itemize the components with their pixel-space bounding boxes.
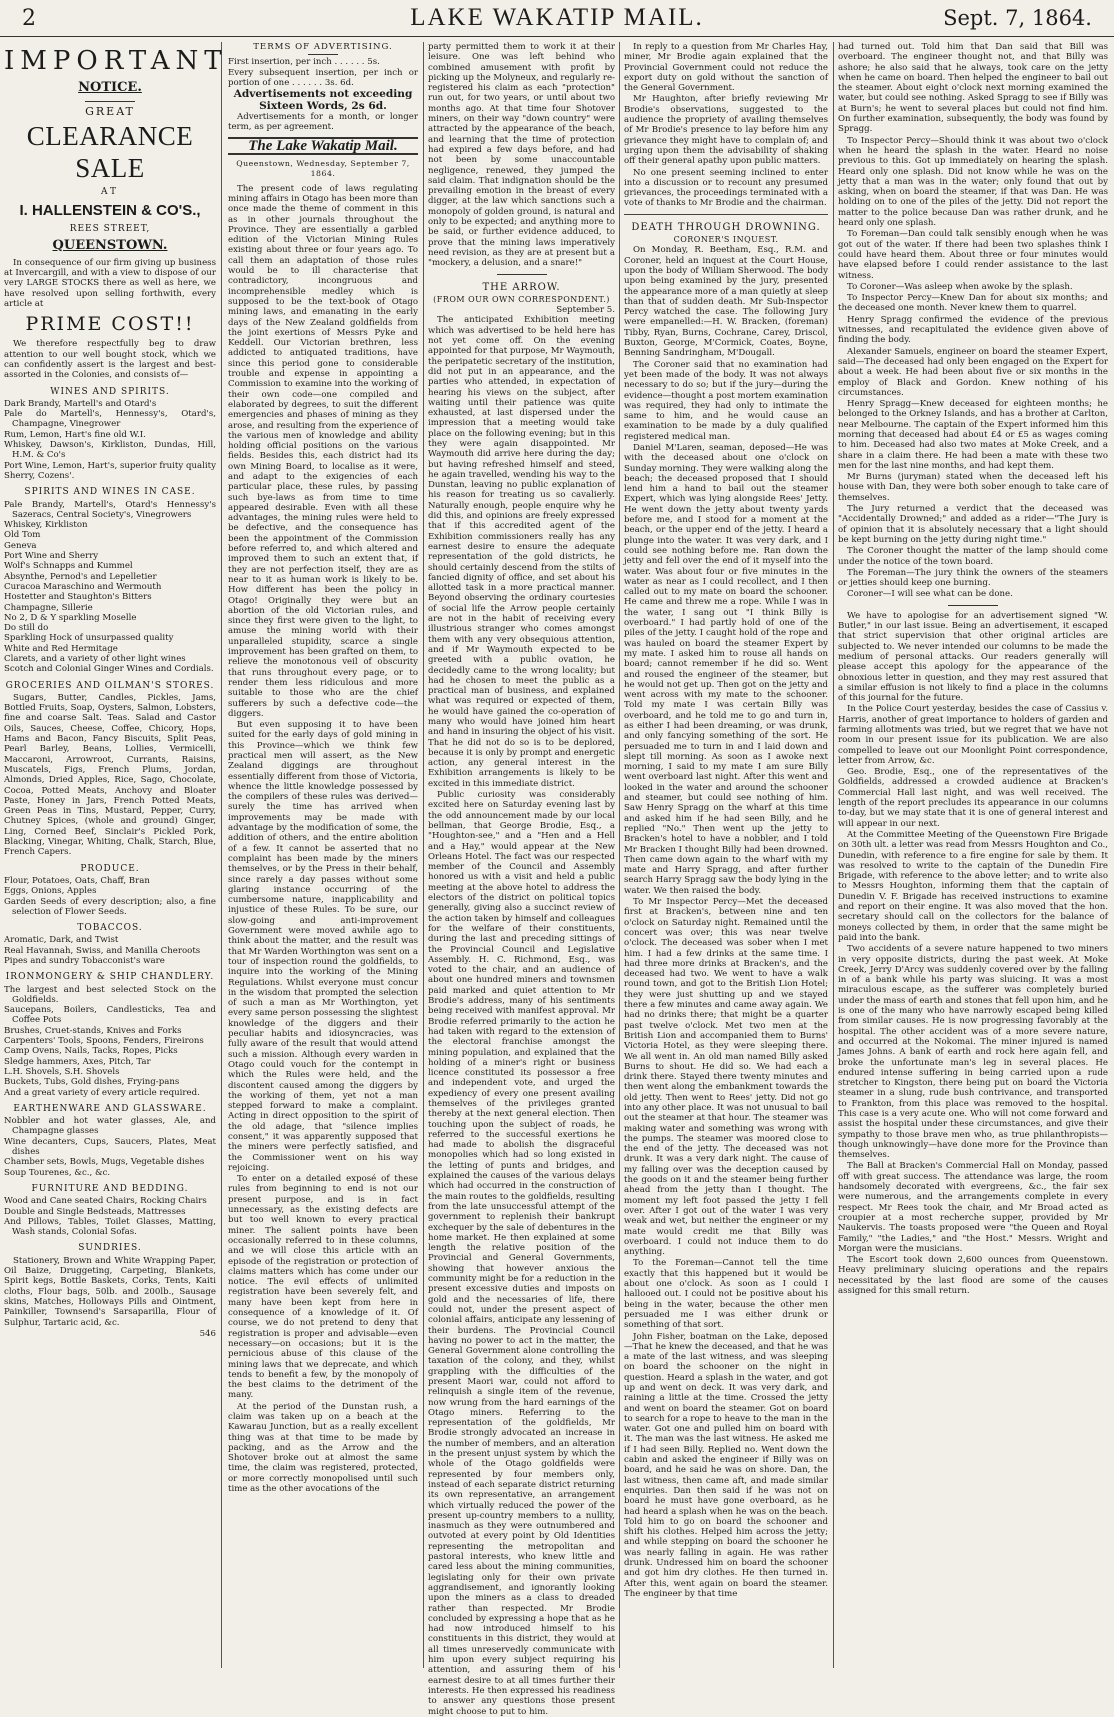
story-paragraph: Mr Burns (juryman) stated when the deceased left his house with Dan, they were both sober enough to take care of themselves. <box>838 472 1108 503</box>
list-item: Scotch and Colonial Ginger Wines and Cordials. <box>4 664 214 675</box>
divider <box>948 605 998 606</box>
ad-prime-cost: PRIME COST!! <box>25 313 195 336</box>
newspaper-title: LAKE WAKATIP MAIL. <box>410 4 704 31</box>
issue-date: Sept. 7, 1864. <box>943 6 1092 30</box>
list-item: Double and Single Bedsteads, Mattresses <box>4 1206 186 1217</box>
editorial-paragraph: At the period of the Dunstan rush, a claim was taken up on a beach at the Kawarau Junction, but as a really excellent thing was at that time to be made by packing, and as the Arrow and the Shotover broke out at almost the same time, the claim was registered, protected, or more correctly monopolised until such time as the other avocations of the <box>228 1401 418 1495</box>
story-paragraph: To Mr Inspector Percy—Met the deceased first at Bracken's, between nine and ten o'clock on Saturday night. Remained until the concert was over; this was near twelve o'clock. The deceased was sober when I met him. I had a few drinks at the same time. I had three more drinks at Bracken's, and the deceased had two. We went to have a walk round town, and got to the British Lion Hotel; they were just shutting up and we stayed there a few minutes and came away again. We had no drinks there; that might be a quarter past twelve o'clock. Met two men at the British Lion and accompanied them to Burns' Victoria Hotel, as they were sleeping there. We all went in. An old man named Billy asked Burns to shout. He did so. We had each a drink there. Stayed there twenty minutes and then went along the embankment towards the old jetty. Then went to Rees' jetty. Did not go into any other place. It was not unusual to bail out the steamer at that hour. The steamer was making water and something was wrong with the pumps. The steamer was moored close to the end of the jetty. The deceased was not drunk. It was a very dark night. The cause of my falling over was the deception caused by the goods on it and the steamer being further ahead from the jetty than I thought. The moment my left foot passed the jetty I fell over. After I got out of the water I was very weak and wet, but neither the engineer or my mate would credit me that Billy was overboard. I could not induce them to do anything. <box>624 897 828 1258</box>
story-paragraph: Daniel M'Laren, seaman, deposed—He was with the deceased about one o'clock on Sunday morning. They were walking along the beach; the deceased proposed that I should lend him a hand to bail out the steamer Expert, which was lying alongside Rees' Jetty. He went down the jetty about twenty yards before me, and I stood for a moment at the beach, or the upper end of the jetty. I heard a plunge into the water. It was very dark, and I could see nothing before me. Ran down the jetty and fell over the end of it myself into the water. Was about four or five minutes in the water as near as I could recollect, and I then called out to my mate on board the schooner. He came and threw me a rope. While I was in the water, I sang out "I think Billy is overboard." I had partly hold of one of the piles of the jetty. I caught hold of the rope and was hauled on board the steamer Expert by my mate. I asked him to rouse all hands on board; cannot remember if he did so. Went and roused the engineer of the steamer, but he would not get up. Then got on the jetty and went across with my mate to the schooner. Told my mate I was certain Billy was overboard, and he told me to go and turn in, as either I had been dreaming, or was drunk, and only fancying something of the sort. He persuaded me to turn in and I laid down and slept till morning. As soon as I awoke next morning, I said to my mate I am sure Billy went overboard last night. After this went and looked in the water and around the schooner and steamer, but could see nothing of him. Saw Henry Spragg on the wharf at this time and asked him if he had seen Billy, and he replied "No." Then went up the jetty to Bracken's hotel to have a nobbler, and I told Mr Bracken I thought Billy had been drowned. Then came down again to the wharf with my mate and Harry Spragg, and after further search Harry Spragg saw the body lying in the water. We then raised the body. <box>624 442 828 896</box>
story-paragraph: On Monday, R. Beetham, Esq., R.M. and Coroner, held an inquest at the Court House, upon the body of William Sherwood. The body upon being examined by the jury, presented the appearance more of a man quietly at sleep than that of sudden death. Mr Sub-Inspector Percy watched the case. The following Jury were empanelled:—H. W. Bracken, (foreman) Tibby, Ryan, Burns, Cochrane, Carey, Driscol, Buxton, George, M'Cormick, Coates, Boyne, Benning Sandringham, M'Dougall. <box>624 245 828 359</box>
list-wines <box>4 399 216 481</box>
list-item: The largest and best selected Stock on the Goldfields. <box>4 984 216 1005</box>
story-paragraph: To Foreman—Dan could talk sensibly enough when he was got out of the water. If there had been two splashes think I could have heard them. About three or four minutes would have elapsed before I could render assistance to the last witness. <box>838 229 1108 281</box>
column-rule <box>619 42 620 1668</box>
masthead <box>0 0 1114 37</box>
news-paragraph: Geo. Brodie, Esq., one of the representatives of the Goldfields, addressed a crowded audience at Bracken's Commercial Hall last night, and was well received. The length of the report precludes its appearance in our columns to-day, but we may state that it is one of general interest and will appear in our next. <box>838 767 1108 829</box>
ad-sale: CLEARANCE SALE <box>26 121 194 184</box>
divider <box>85 101 135 102</box>
list-item: And Pillows, Tables, Toilet Glasses, Matting, Wash stands, Colonial Sofas. <box>4 1216 216 1238</box>
section-produce: PRODUCE. <box>80 863 140 874</box>
editorial-dateline: Queenstown, Wednesday, September 7, 1864. <box>236 159 410 179</box>
column-2-editorial <box>228 42 418 1672</box>
story-paragraph: Public curiosity was considerably excited here on Saturday evening last by the odd announcement made by our local bellman, that George Brodie, Esq., a "Houghton-see," and a "Hen and a Hell and a Hay," would appear at the New Orleans Hotel. The fact was our respected member of the Council and Assembly honored us with a visit and held a public meeting at the above hotel to address the electors of the district on political topics generally, giving also a succinct review of the action taken by himself and colleagues for the welfare of their constituents, during the last and preceding sittings of the Provincial Council and Legislative Assembly. H. C. Richmond, Esq., was voted to the chair, and an audience of about one hundred miners and townsmen paid marked and quiet attention to Mr Brodie's address, many of his sentiments being received with manifest approval. Mr Brodie referred primarily to the action he had taken with regard to the extension of the electoral franchise amongst the mining population, and explained that the holding of a miner's right or business licence constituted its possessor a free and independent vote, and urged the expediency of every one present availing themselves of the privileges granted thereby at the next general election. Then touching upon the subject of roads, he referred to the successful exertions he had made to abolish the disgraceful monopolies which had so long existed in the letting of punts and bridges, and explained the causes of the various delays which had occurred in the construction of the main routes to the goldfields, resulting from the late unsuccessful attempt of the government to replenish their bankrupt exchequer by the sale of debentures in the home market. He then explained at some length the relative position of the Provincial and General Governments, showing that however anxious the community might be for a reduction in the present excessive duties and imposts on gold and the necessaries of life, there could not, under the present aspect of colonial affairs, anticipate any lessening of their burdens. The Provincial Council having no power to act in the matter, the General Government alone controlling the taxation of the colony, and they, whilst grappling with the difficulties of the present Maori war, could not afford to relinquish a single item of the revenue, now wrung from the hard earnings of the Otago miners. Referring to the representation of the goldfields, Mr Brodie strongly advocated an increase in the number of members, and an alteration in the present unjust system by which the whole of the Otago goldfields were represented by four members only, instead of each separate district returning its own representative, an arrangement which virtually reduced the power of the present up-country members to a nullity, inasmuch as they were outnumbered and outvoted at every point by Old Identities representing the metropolitan and pastoral interests, who knew little and cared less about the mining communities, legislating only for their own private aggrandisement, and ignorantly looking upon the miners as a class to dreaded rather than respected. Mr Brodie concluded by expressing a hope that as he had now introduced himself to his constituents in this district, they would at all times unreservedly communicate with him upon every subject requiring his attention, and assuring them of his earnest desire to at all times further their interests. He then expressed his readiness to answer any questions those present might choose to put to him. <box>428 790 615 1717</box>
story-date: September 5. <box>556 305 615 316</box>
story-paragraph: The Foreman—The jury think the owners of the steamers or jetties should keep one burning. <box>838 567 1108 589</box>
story-paragraph: No one present seeming inclined to enter into a discussion or to recount any presumed grievances, the proceedings terminated with a vote of thanks to Mr Brodie and the chairman. <box>624 167 828 209</box>
list-item: Sledge hammers, Axes, Pitch, Tar <box>4 1056 151 1067</box>
list-item: Aromatic, Dark, and Twist <box>4 935 119 946</box>
list-item: Whiskey, Kirkliston <box>4 520 88 531</box>
section-sundries: SUNDRIES. <box>78 1243 142 1254</box>
ad-street: REES STREET, <box>69 223 151 234</box>
story-paragraph: John Fisher, boatman on the Lake, deposed—That he knew the deceased, and that he was a mate of the last witness, and was sleeping on board the schooner on the night in question. Heard a splash in the water, and got up and went on deck. It was very dark, and raining a little at the time. Crossed the jetty and went on board the steamer. Got on board to search for a rope to heave to the man in the water. Got one and pulled him on board with it. The man was the last witness. He asked me if I had seen Billy. Replied no. Went down the cabin and asked the engineer if Billy was on board, and he said he was on shore. Dan, the last witness, then came aft, and made similar enquiries. Dan then said if he was not on board he must have gone overboard, as he had heard a splash when he was on the beach. Told him to go on board the schooner and shift his clothes. Helped him across the jetty; and while stepping on board the schooner he was nearly falling in again. He was rather drunk. Undressed him on board the schooner and got him dry clothes. He then turned in. After this, went again on board the steamer. The engineer by that time <box>624 1331 828 1599</box>
story-paragraph: To Inspector Percy—Knew Dan for about six months; and the deceased one month. Never knew them to quarrel. <box>838 293 1108 314</box>
news-paragraph: The Ball at Bracken's Commercial Hall on Monday, passed off with great success. The attendance was large, the room handsomely decorated with evergreens, &c., the fair sex were numerous, and the arrangements complete in every respect. Mr Rees took the chair, and Mr Broad acted as croupier at a most recherche supper, provided by Mr Naukervis. The toasts proposed were "the Queen and Royal Family," "the Ladies," and "the Host." Messrs. Wright and Morgan were the musicians. <box>838 1161 1108 1254</box>
list-item: Clarets, and a variety of other light wines <box>4 653 186 664</box>
list-item: Champagne, Sillerie <box>4 602 93 613</box>
list-item: Port Wine, Lemon, Hart's, superior fruity quality <box>4 460 216 471</box>
terms-line: First insertion, per inch . . . . . . 5s. <box>228 57 380 68</box>
list-item: Wood and Cane seated Chairs, Rocking Chairs <box>4 1196 207 1207</box>
terms-heading: TERMS OF ADVERTISING. <box>253 42 393 52</box>
section-spirits-case: SPIRITS AND WINES IN CASE. <box>24 487 196 498</box>
story-paragraph: The Jury returned a verdict that the deceased was "Accidentally Drowned;" and added as a rider—"The Jury is of opinion that it is absolutely necessary that a light should be kept burning on the jetty during night time." <box>838 504 1108 545</box>
list-item: Nobbler and hot water glasses, Ale, and Champagne glasses <box>4 1116 216 1137</box>
list-item: Eggs, Onions, Apples <box>4 886 97 897</box>
section-earthenware: EARTHENWARE AND GLASSWARE. <box>13 1103 207 1114</box>
list-item: Dark Brandy, Martell's and Otard's <box>4 398 157 409</box>
divider <box>308 54 338 55</box>
story-paragraph: The Coroner thought the matter of the lamp should come under the notice of the town board. <box>838 546 1108 567</box>
story-byline: (FROM OUR OWN CORRESPONDENT.) <box>433 294 610 304</box>
column-1-advertisement <box>4 42 228 1672</box>
list-item: White and Red Hermitage <box>4 643 118 654</box>
editorial-flag: The Lake Wakatip Mail. <box>228 137 418 155</box>
list-item: And a great variety of every article required. <box>4 1087 200 1098</box>
terms-note: Advertisements for a month, or longer term, as per agreement. <box>228 112 418 133</box>
list-item: L.H. Shovels, S.H. Shovels <box>4 1066 120 1077</box>
story-paragraph: Henry Spragg—Knew deceased for eighteen months; he belonged to the Orkney Islands, and has a brother at Carlton, near Melbourne. The captain of the Expert informed him this morning that deceased had about £4 or £5 as wages coming to him. Deceased had also two mates at Moke Creek, and a share in a claim there. He had been a mate with these two men for the last nine months, and had kept them. <box>838 399 1108 471</box>
editorial-paragraph: The present code of laws regulating mining affairs in Otago has been more than once made the theme of comment in this as in other journals throughout the Province. They are essentially a garbled edition of the Victorian Mining Rules existing about three or four years ago. To call them an adaptation of those rules would be to ill characterise that contradictory, incongruous and incomprehensible medley which is supposed to be the text-book of Otago mining laws, and emanating in the early days of the New Zealand goldfields from the joint exertions of Messrs Pyke and Keddell. Our Victorian brethren, less addicted to antiquated traditions, have since this period gone to considerable trouble and expense in appointing a Commission to examine into the working of their own code—one compiled and elaborated by degrees, to suit the different emergencies and phases of mining as they arose, and resulting from the experience of the various men of knowledge and ability holding official positions on the various fields. Besides this, each district had its own Mining Board, to localise as it were, and adapt to the exigencies of each particular place, these rules, by passing such bye-laws as from time to time appeared desirable. Even with all these advantages, the mining rules were held to be defective, and the consequence has been the appointment of the Commission before referred to, and which altered and improved them to such an extent that, if they are not perfection itself, they are as near to it as human work is likely to be. How different has been the policy in Otago! Originally they were but an abortion of the old Victorian rules, and since they first were given to the light, to amuse the mining world with their unparalleled stupidity, scarce a single improvement has been grafted on them, to relieve the monotonous veil of obscurity that runs throughout every page, or to render them less ridiculous and more suitable to those who are the chief sufferers by such a defective code—the diggers. <box>228 183 418 719</box>
column-5 <box>838 42 1108 1672</box>
list-item: Garden Seeds of every description; also, a fine selection of Flower Seeds. <box>4 896 216 917</box>
list-item: Soup Tourenes, &c., &c. <box>4 1167 111 1178</box>
list-item: Rum, Lemon, Hart's fine old W.I. <box>4 429 146 440</box>
story-heading-arrow: THE ARROW. <box>482 281 561 293</box>
editorial-paragraph: To enter on a detailed exposé of these rules from beginning to end is not our present purpose, and is in fact unnecessary, as the existing defects are but too well known to every practical miner. The salient points have been occasionally referred to in these columns, and we will close this article with an episode of the registration or protection of claims matters which has come under our notice. The evil effects of unlimited registration have been severely felt, and many have been kept from here in consequence of a knowledge of it. Of course, we do not pretend to deny that registration is proper and advisable—even necessary—on occasions; but it is the pernicious abuse of this clause of the mining laws that we deprecate, and which tends to benefit a few, by the monopoly of the best claims to the detriment of the many. <box>228 1174 418 1401</box>
list-item: Carpenters' Tools, Spoons, Fenders, Fireirons <box>4 1036 204 1047</box>
story-paragraph: Alexander Samuels, engineer on board the steamer Expert, said—The deceased had only been engaged on the Expert for about a week. He had been about five or six months in the employ of Black and Gordon. Knew nothing of his circumstances. <box>838 346 1108 398</box>
story-paragraph: Henry Spragg confirmed the evidence of the previous witnesses, and recapitulated the evidence given above of finding the body. <box>838 314 1108 346</box>
ad-notice: NOTICE. <box>78 80 142 95</box>
story-paragraph: Coroner—I will see what can be done. <box>847 589 1013 600</box>
terms-line: Every subsequent insertion, per inch or portion of one . . . . . . 3s. 6d. <box>228 67 418 88</box>
editorial-paragraph: party permitted them to work it at their leisure. One was left behind who combined amusement with profit by picking up the Molyneux, and regularly re-registered his claim as each "protection" run out, for two years, or until about two months ago. At that time four Shotover miners, on their way "down country" were attracted by the appearance of the beach, and learning that the time of protection had expired a few days before, and had not been by some unaccountable negligence, renewed, they jumped the said claim. That indignation should be the prevailing emotion in the breast of every digger, at the law which sanctions such a monopoly of golden ground, is natural and only to be expected; and anything more to be said, or further evidence adduced, to prove that the mining laws imperatively need revision, as they are at present but a "mockery, a delusion, and a snare!" <box>428 42 615 269</box>
story-subheading: CORONER'S INQUEST. <box>673 235 779 245</box>
list-item: Camp Ovens, Nails, Tacks, Ropes, Picks <box>4 1046 178 1057</box>
list-item: Brushes, Cruet-stands, Knives and Forks <box>4 1025 182 1036</box>
column-3 <box>428 42 615 1717</box>
section-furniture: FURNITURE AND BEDDING. <box>31 1183 189 1194</box>
groceries-text: Sugars, Butter, Candles, Pickles, Jams, Bottled Fruits, Soap, Oysters, Salmon, Lobsters, fine and coarse Salt. Teas. Salad and Castor Oils, Sauces, Cheese, Coffee, Chicory, Hops, Hams and Bacon, Fancy Biscuits, Split Peas, Pearl Barley, Beans, Lollies, Vermicelli, Maccaroni, Arrowroot, Currants, Raisins, Muscatels, Figs, French Plums, Jordan, Almonds, Dried Apples, Rice, Sago, Chocolate, Cocoa, Potted Meats, Anchovy and Bloater Paste, Honey in Jars, French Potted Meats, Green Peas in Tins, Mustard, Pepper, Curry, Chutney Spices, (whole and ground) Ginger, Ling, Corned Beef, Sinclair's Pickled Pork, Blacking, Vinegar, Whiting, Chalk, Starch, Blue, French Capers. <box>4 692 216 858</box>
ad-para: We therefore respectfully beg to draw attention to our well bought stock, which we can confidently assert is the largest and best-assorted in the Colonies, and consists of— <box>4 339 216 381</box>
terms-advertisements: Advertisements not exceeding Sixteen Words, 2s 6d. <box>233 88 413 113</box>
ad-firm: I. HALLENSTEIN & CO'S., <box>19 201 201 219</box>
ad-town: QUEENSTOWN. <box>52 237 168 253</box>
divider <box>624 214 828 215</box>
list-item: Pale Brandy, Martell's, Otard's Hennessy's Sazeracs, Central Society's, Vinegrowers <box>4 499 216 520</box>
story-paragraph: To Inspector Percy—Should think it was about two o'clock when he heard the splash in the water. Heard no noise previous to this. Got up immediately on hearing the splash. Heard only one splash. Did not know while he was on the jetty that a man was in the water; only found that out by asking, when on board the steamer, if that was Dan. He was holding on to one of the piles of the jetty. Did not report the matter to the police because Dan was rather drunk, and he heard only one splash. <box>838 135 1108 229</box>
ad-heading: IMPORTANT <box>4 46 228 76</box>
list-item: Hostetter and Staughton's Bitters <box>4 592 152 603</box>
news-paragraph: In the Police Court yesterday, besides the case of Cassius v. Harris, another of great importance to holders of garden and farming allotments was tried, but we regret that we have not room in our present issue for its publication. We are also compelled to leave out our Moonlight Point correspondence, letter from Arrow, &c. <box>838 704 1108 766</box>
news-paragraph: At the Committee Meeting of the Queenstown Fire Brigade on 30th ult. a letter was read from Messrs Houghton and Co., Dunedin, with reference to a fire engine for sale by them. It was resolved to write to the captain of the Dunedin Fire Brigade, with reference to the above letter; and to write also to Messrs Houghton, informing them that the captain of Dunedin V. F. Brigade has received instructions to examine and report on their engine. It was also moved that the hon. secretary should call on the collectors for the balance of moneys collected by them, in order that the same might be paid into the bank. <box>838 829 1108 943</box>
section-tobaccos: TOBACCOS. <box>77 923 143 934</box>
list-item: Do still do <box>4 623 49 634</box>
section-wines: WINES AND SPIRITS. <box>50 386 170 397</box>
ad-intro: In consequence of our firm giving up business at Invercargill, and with a view to dispose of our very LARGE STOCKS there as well as here, we have resolved upon selling forthwith, every article at <box>4 257 216 310</box>
list-item: Sherry, Cozens'. <box>4 470 75 481</box>
sundries-text: Stationery, Brown and White Wrapping Paper, Oil Baize, Druggeting, Carpeting, Blankets, Spirit kegs, Bottle Baskets, Corks, Tents, Kaiti cloths, Flour bags, 50lb. and 200lb., Sausage skins, Matches, Holloways Pills and Ointment, Painkiller, Townsend's Sarsaparilla, Flour of Sulphur, Tartaric acid, &c. <box>4 1255 216 1328</box>
story-paragraph: To the Foreman—Cannot tell the time exactly that this happened but it would be about one o'clock. As soon as I could I hallooed out. I could not be positive about his being in the water, because the other men persuaded me I was either drunk or something of that sort. <box>624 1258 828 1331</box>
column-rule <box>221 42 222 1668</box>
news-paragraph: The Escort took down 2,600 ounces from Queenstown. Heavy preliminary sluicing operations and the repairs necessitated by the last flood are some of the causes assigned for this small return. <box>838 1255 1108 1297</box>
ad-at: AT <box>100 187 119 198</box>
story-paragraph: In reply to a question from Mr Charles Hay, miner, Mr Brodie again explained that the Provincial Government could not reduce the export duty on gold without the sanction of the General Government. <box>624 42 828 94</box>
column-4 <box>624 42 828 1672</box>
list-item: Whiskey, Dawson's, Kirkliston, Dundas, Hill, H.M. & Co's <box>4 440 216 461</box>
list-item: Port Wine and Sherry <box>4 551 99 562</box>
news-paragraph: Two accidents of a severe nature happened to two miners in very opposite districts, during the past week. At Moke Creek, Jerry D'Arcy was suddenly covered over by the falling in of a bank while his party was sluicing. It was a most miraculous escape, as the sufferer was completely buried under the mass of earth and stones that fell upon him, and he is one of the many who have narrowly escaped being killed from similar causes. He is now progressing favorably at the hospital. The other accident was of a more severe nature, and occurred at the Nokomai. The miner injured is named James Johns. A bank of earth and rock here again fell, and broke the unfortunate man's leg in several places. He endured intense suffering in being carried upon a rude stretcher to Kingston, there being put on board the Victoria steamer in a slung, rude bush contrivance, and transported to Frankton, from this place was removed to the hospital. This case is a very acute one. Who will not come forward and assist the hospital under these circumstances, and give their sympathy to those brave men who, as true philanthropists—though unknowingly—have done more for the Province than themselves. <box>838 944 1108 1161</box>
ad-great: GREAT <box>85 105 135 118</box>
story-paragraph: The anticipated Exhibition meeting which was advertised to be held here has not yet come off. On the evening appointed for that purpose, Mr Waymouth, the peripatetic secretary of the institution, did not put in an appearance, and the parties who attended, in expectation of hearing his views on the subject, after waiting until their patience was quite exhausted, at last dispersed under the impression that a meeting would take place on the following evening; but in this they were again disappointed. Mr Waymouth did arrive here during the day; but having refreshed himself and steed, he again travelled, wending his way to the Dunstan, leaving no public explanation of his reason for treating us so cavalierly. Naturally enough, people enquire why he did this, and opinions are freely expressed that if this accredited agent of the Exhibition commissioners really has any earnest desire to ensure the adequate representation of the gold districts, he should certainly descend from the stilts of fancied dignity of office, and set about his allotted task in a more practical manner. Beyond observing the ordinary courtesies of social life the Arrow people certainly are not in the habit of receiving every illustrious stranger who comes amongst them with any very obsequious attention, and if Mr Waymouth expected to be greeted with a public ovation, he decidedly came to the wrong locality; but had he chosen to meet the public as a practical man of business, and explained what was required or expected of them, he would have gained the co-operation of many who would have joined him heart and hand in insuring the object of his visit. That he did not do so is to be deplored, because it is only by prompt and energetic action, any general interest in the Exhibition arrangements is likely to be excited in this immediate district. <box>428 315 615 789</box>
list-item: Pale do Martell's, Hennessy's, Otard's, Champagne, Vinegrower <box>4 409 216 430</box>
list-item: Geneva <box>4 540 37 551</box>
list-item: Chamber sets, Bowls, Mugs, Vegetable dishes <box>4 1157 205 1168</box>
list-item: Wolf's Schnapps and Kummel <box>4 561 133 572</box>
list-item: Old Tom <box>4 530 41 541</box>
list-item: Sparkling Hock of unsurpassed quality <box>4 633 174 644</box>
list-item: Curacoa Maraschino and Wermouth <box>4 581 162 592</box>
column-rule <box>833 42 834 1668</box>
list-spirits-case <box>4 500 216 675</box>
list-item: Real Havannah, Swiss, and Manilla Cheroots <box>4 945 201 956</box>
story-paragraph: Mr Haughton, after briefly reviewing Mr Brodie's observations, suggested to the audience the propriety of availing themselves of Mr Brodie's presence to lay before him any grievance they might have to complain of; and urging upon them the advisability of shaking off their general apathy upon public matters. <box>624 94 828 167</box>
list-item: No 2, D & Y sparkling Moselle <box>4 612 137 623</box>
list-item: Saucepans, Boilers, Candlesticks, Tea and Coffee Pots <box>4 1005 216 1026</box>
list-item: Absynthe, Pernod's and Lepelletier <box>4 571 157 582</box>
section-groceries: GROCERIES AND OILMAN'S STORES. <box>5 680 215 691</box>
divider <box>497 274 547 275</box>
editorial-paragraph: But even supposing it to have been suited for the early days of gold mining in this Province—which we think few practical men will assert, as the New Zealand diggings are throughout essentially different from those of Victoria, whence the little knowledge possessed by the compilers of these rules was derived—surely the time has arrived when improvements may be made with advantage by the modification of some, the addition of others, and the entire abolition of a few. It cannot be asserted that no complaint has been made by the miners themselves, or by the Press in their behalf, since rarely a day passes without some glaring instance occurring of the cumbersome nature, inapplicability and injustice of these Rules. To be sure, our slow-going and anti-improvement Government were moved awhile ago to think about the matter, and the result was that Mr Warden Worthington was sent on a tour of inspection round the goldfields, to inquire into the working of the Mining Regulations. Whilst everyone must concur in the wisdom that prompted the selection of such a man as Mr Worthington, yet every same person possessing the slightest knowledge of the diggers and their peculiar habits and idiosyncracies, was fully aware of the result that would attend such a mission. Although every warden in Otago could vouch for the contempt in which the Rules were held, and the discontent caused among the diggers by the working of them, yet not a man stepped forward to make a complaint. Acting in direct opposition to the spirit of the old adage, that "silence implies consent," it was apparently supposed that the miners were perfectly satisfied, and the Commissioner went on his way rejoicing. <box>228 720 418 1173</box>
list-item: Pipes and sundry Tobacconist's ware <box>4 956 165 966</box>
list-item: Flour, Potatoes, Oats, Chaff, Bran <box>4 875 150 886</box>
story-paragraph: To Coroner—Was asleep when awoke by the splash. <box>847 281 1073 292</box>
ad-number: 546 <box>199 1328 216 1339</box>
column-rule <box>423 42 424 1668</box>
story-heading-drowning: DEATH THROUGH DROWNING. <box>631 221 821 233</box>
page-number: 2 <box>22 6 36 31</box>
story-paragraph: The Coroner said that no examination had yet been made of the body. It was not always necessary to do so; but if the jury—during the evidence—thought a post mortem examination was required, they had only to intimate the same to him, and he would cause an examination to be made by a duly qualified registered medical man. <box>624 359 828 442</box>
list-item: Wine decanters, Cups, Saucers, Plates, Meat dishes <box>4 1136 216 1158</box>
section-ironmongery: IRONMONGERY & SHIP CHANDLERY. <box>5 972 215 983</box>
news-paragraph: We have to apologise for an advertisement signed "W. Butler," in our last issue. Being an advertisement, it escaped that strict supervision that other original articles are subjected to. We never intended our columns to be made the medium of personal attacks. Our readers generally will please accept this apology for the appearance of the obnoxious letter in question, and they may rest assured that a similar effusion is not likely to find a place in the columns of this journal for the future. <box>838 610 1108 704</box>
story-paragraph: had turned out. Told him that Dan said that Bill was overboard. The engineer thought not, and that Billy was ashore; he also said that he always, took care on the jetty when he came on board. Then helped the engineer to bail out the steamer. About eight o'clock next morning examined the water, but could see nothing. Asked Spragg to see if Billy was at Burn's; he went to several places but could not find him. On further examination, subsequently, the body was found by Spragg. <box>838 42 1108 135</box>
list-item: Buckets, Tubs, Gold dishes, Frying-pans <box>4 1077 180 1088</box>
